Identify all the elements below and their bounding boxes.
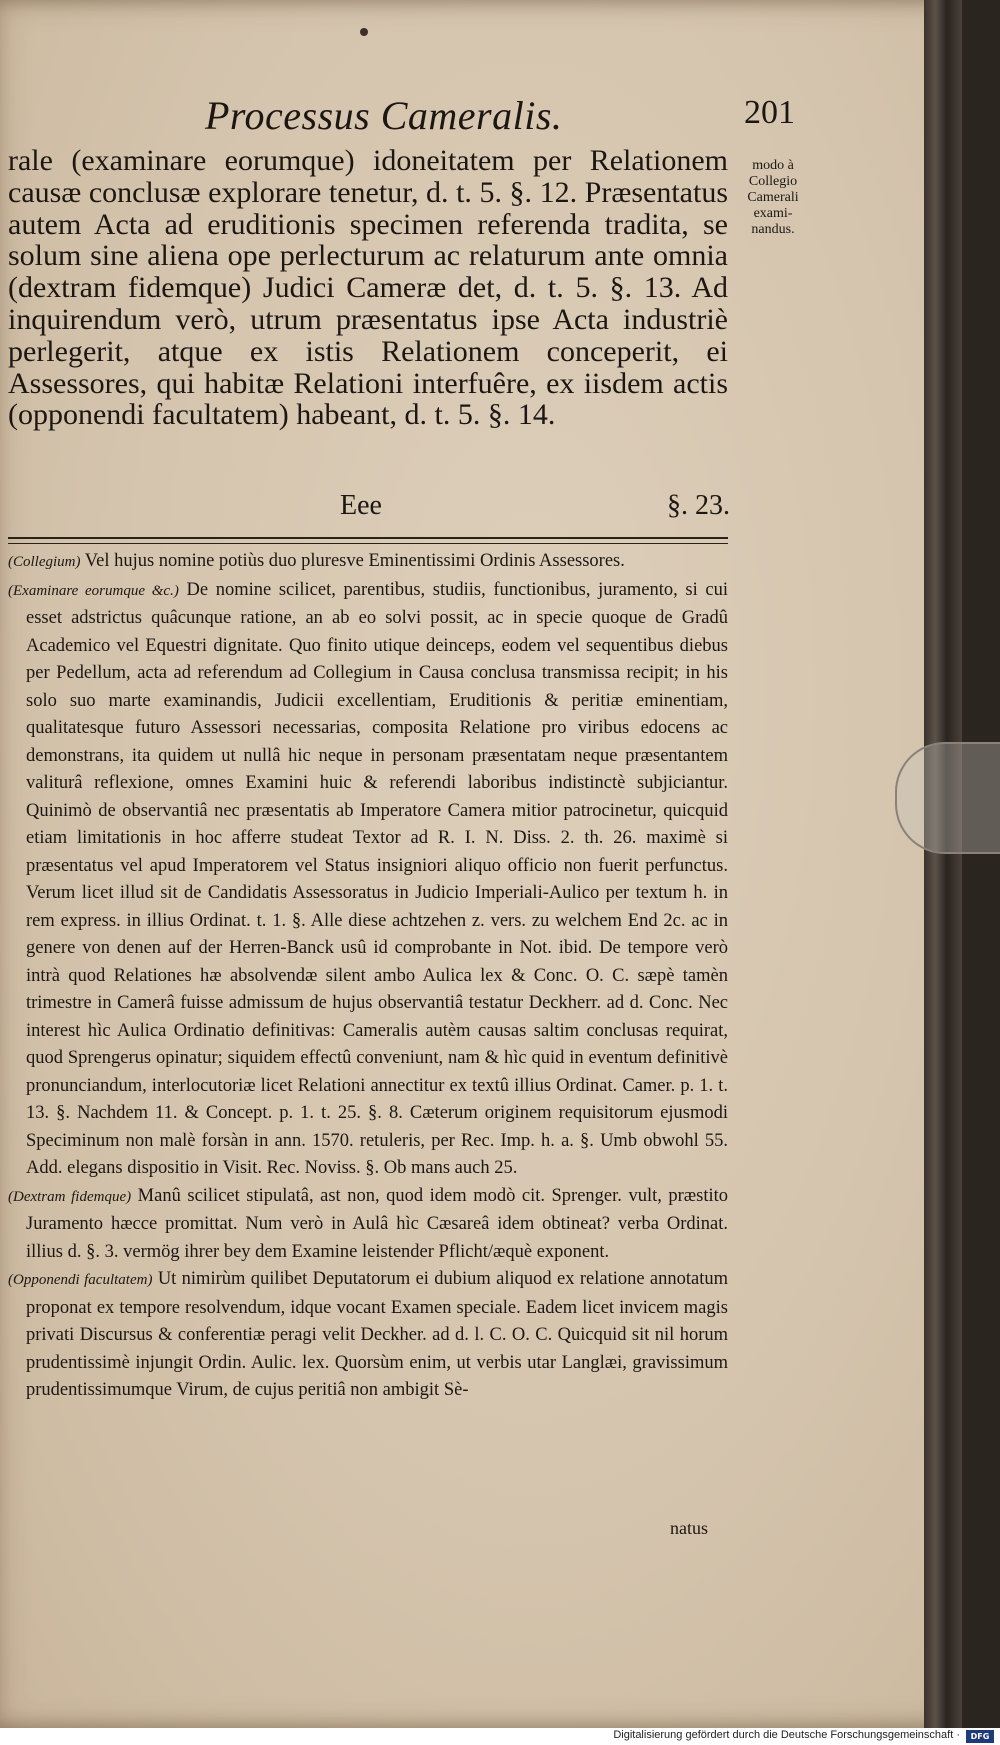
footnote-key: (Opponendi facultatem) [8,1272,153,1288]
margin-note-line: Camerali [747,190,799,205]
footnote [8,1266,728,1405]
footer-credit: Digitalisierung gefördert durch die Deutsche Forschungsgemeinschaft · [613,1729,960,1741]
footnote-text: Manû scilicet stipulatâ, ast non, quod idem modò cit. Sprenger. vult, præstito Juramento hæcce promittat. Num verò in Aulâ hìc Cæsareâ idem obtineat? verba Ordinat. illius d. §. 3. vermög ihrer bey dem Examine leistender Pflicht/æquè exponent. [26,1185,728,1262]
footnote [8,1183,728,1267]
ink-mark [360,28,368,36]
footnote-text: Ut nimirùm quilibet Deputatorum ei dubium aliquod ex relatione annotatum proponat ex tempore resolvendum, idque vocant Examen speciale. Eadem licet invicem magis privati Discursus & conferentiæ peragi velit Deckher. ad d. l. C. O. C. Quicquid sit nil horum prudentissimè injungit Ordin. Aulic. lex. Quorsùm enim, ut verbis utar Langlæi, gravissimum prudentissimumque Virum, de cujus peritiâ non ambigit Sè- [26,1269,729,1400]
main-text [8,145,728,431]
divider-rule [8,537,728,544]
footnote-key: (Examinare eorumque &c.) [8,582,179,599]
book-edge [924,0,962,1728]
footnote-key: (Collegium) [8,554,81,570]
running-title: Processus Cameralis. [205,93,563,138]
page-clip [895,742,1000,854]
page-header [205,92,795,142]
margin-note [733,158,813,238]
next-section-mark: §. 23. [667,490,730,521]
footnote [8,548,728,577]
margin-note-line: exami- [753,206,793,221]
footnote [8,577,728,1183]
page-number: 201 [744,94,795,131]
catchword: Eee [340,490,382,521]
margin-note-line: modo à [752,158,794,173]
footnote-key: (Dextram fidemque) [8,1188,132,1205]
footnote-text: De nomine scilicet, parentibus, studiis, functionibus, juramento, si cui esset adstrictus quâcunque ratione, an ab eo solvi possit, ac in specie quoque de Gradû Academico vel Equestri dignitate. Quo finito utique deinceps, eodem vel sequentibus diebus per Pedellum, acta ad referendum ad Collegium in Causa conclusa transmissa recipit; in his solo suo marte examinandis, Judicii excellentiam, Eruditionis & peritiæ eminentiam, qualitatesque futuro Assessori necessarias, composita Relatione pro viribus edocens ac demonstrans, ita quidem ut nullâ hic neque in personam præsentatam neque præsentantem valiturâ reflexione, omnes Examini huic & referendi laboribus indistinctè subjiciantur. Quinimò de observantiâ nec præsentatis ab Imperatore Camera mitior patrocinetur, quicquid etiam limitationis in hoc afferre studeat Textor ad R. I. N. Diss. 2. th. 26. maximè si præsentatus vel apud Imperatorem vel Status insigniori aliquo officio non fuerit perfunctus. Verum licet illud sit de Candidatis Assessoratus in Judicio Imperiali-Aulico per textum h. in rem express. in illius Ordinat. t. 1. §. Alle diese achtzehen z. vers. zu welchem End 2c. ac in genere von denen auf der Herren-Banck usû id comprobante in Not. ibid. De tempore verò intrà quod Relationes hæ absolvendæ silent ambo Aulica lex & Conc. O. C. sæpè tamèn trimestre in Camerâ fuisse admissum de hujus observantiâ testatur Deckherr. ad d. Conc. Nec interest hìc Aulica Ordinatio definitivas: Cameralis autèm causas saltim conclusas requirat, quod Sprengerus opinatur; siquidem effectû conveniunt, nam & hìc quid in eventum definitivè pronunciandum, interlocutoriæ licet Relationi annectitur ex textû illius Ordinat. Camer. p. 1. t. 13. §. Nachdem 11. & Concept. p. 1. t. 25. §. 8. Cæterum originem requisitorum ejusmodi Speciminum non malè forsàn in ann. 1570. retuleris, per Rec. Imp. h. a. §. Umb obwohl 55. Add. elegans dispositio in Visit. Rec. Noviss. §. Ob mans auch 25. [26,579,728,1178]
dfg-logo-icon: DFG [966,1730,994,1743]
footnotes [8,548,728,1405]
catchline [340,490,730,526]
footnote-text: Vel hujus nomine potiùs duo pluresve Eminentissimi Ordinis Assessores. [84,551,625,571]
margin-note-line: Collegio [748,174,798,189]
margin-note-line: nandus. [751,222,795,237]
page-catchword: natus [670,1518,708,1538]
main-paragraph: rale (examinare eorumque) idoneitatem per Relationem causæ conclusæ explorare tenetur, d. t. 5. §. 12. Præsentatus autem Acta ad eruditionis specimen referenda tradita, se solum sine aliena ope perlecturum ac relaturum ante omnia (dextram fidemque) Judici Cameræ det, d. t. 5. §. 13. Ad inquirendum verò, utrum præsentatus ipse Acta industriè perlegerit, atque ex istis Relationem conceperit, ei Assessores, qui habitæ Relationi interfuêre, ex iisdem actis (opponendi facultatem) habeant, d. t. 5. §. 14. [8,144,728,432]
